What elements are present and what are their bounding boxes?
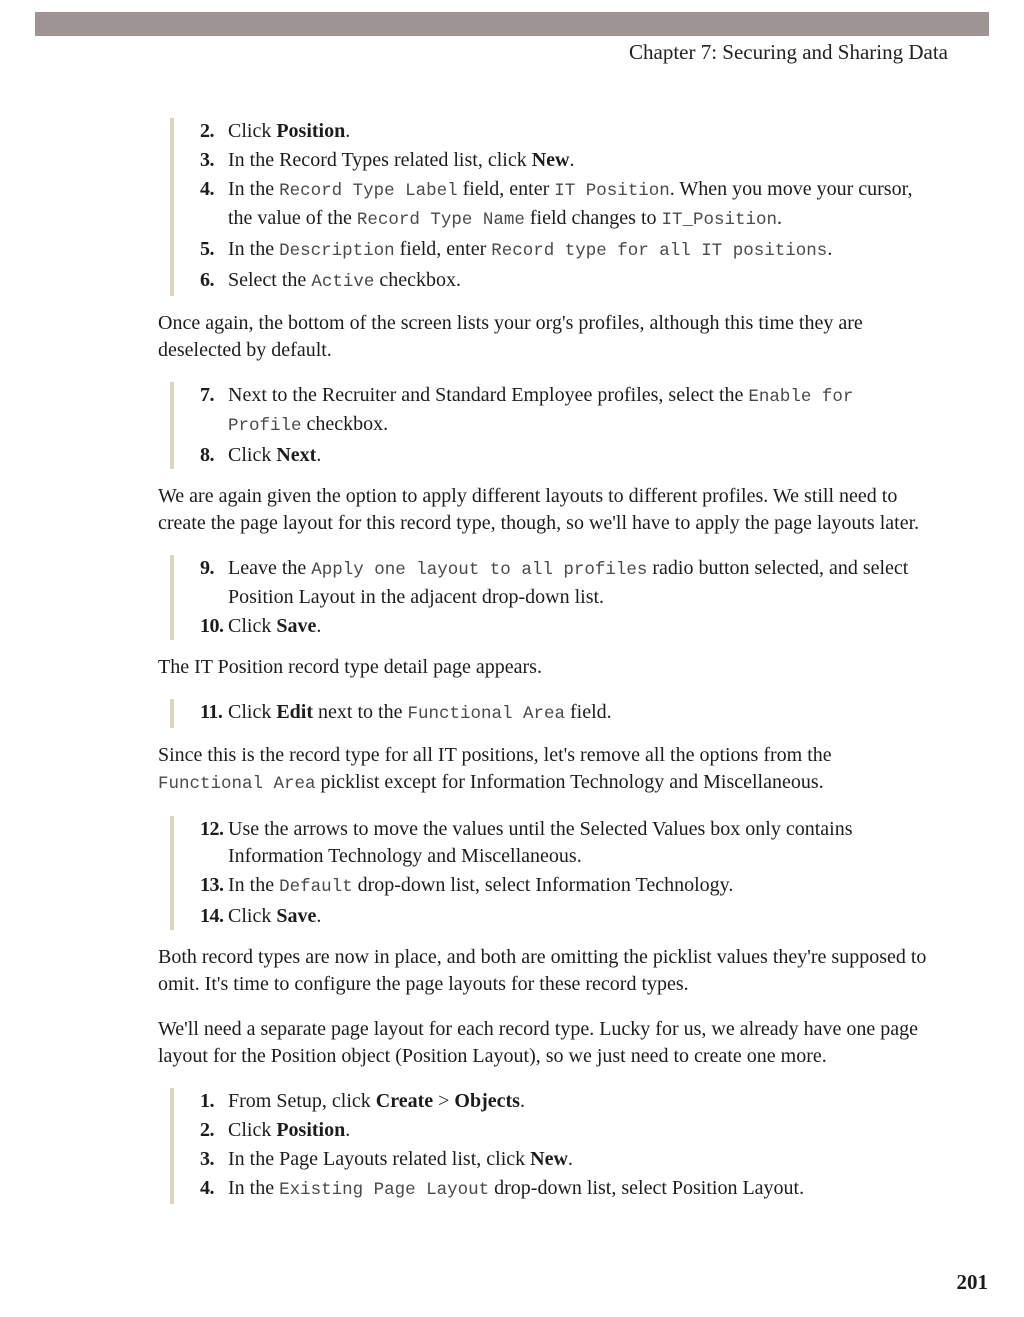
code-text: IT_Position	[661, 210, 778, 230]
text-run: checkbox.	[301, 413, 389, 435]
text-run: Leave the	[228, 557, 312, 579]
code-text: Functional Area	[407, 704, 565, 724]
step-number: 3.	[200, 149, 214, 171]
step-item	[200, 1175, 928, 1204]
text-run: We are again given the option to apply different layouts to different profiles. We still need to create the page layout for this record type, though, so we'll have to apply the page layouts later.	[158, 485, 920, 534]
text-run: .	[316, 615, 322, 637]
step-list	[170, 699, 928, 728]
bold-text: Objects	[454, 1090, 520, 1112]
bold-text: Position	[276, 1119, 346, 1141]
step-item	[200, 613, 928, 640]
step-number: 4.	[200, 178, 214, 200]
code-text: Existing Page Layout	[279, 1180, 490, 1200]
step-list	[170, 382, 928, 469]
text-run: Click	[228, 905, 277, 927]
step-item	[200, 236, 928, 265]
step-item	[200, 555, 928, 611]
text-run: Click	[228, 615, 277, 637]
step-number: 11.	[200, 701, 223, 723]
text-run: In the Record Types related list, click	[228, 149, 532, 171]
text-run: Click	[228, 444, 277, 466]
step-item	[200, 176, 928, 234]
text-run: field, enter	[457, 178, 555, 200]
text-run: drop-down list, select Information Technology.	[352, 874, 734, 896]
text-run: .	[316, 444, 322, 466]
code-text: Record Type Name	[356, 210, 525, 230]
text-run: Click	[228, 120, 277, 142]
code-text: Apply one layout to all profiles	[311, 560, 648, 580]
step-number: 2.	[200, 1119, 214, 1141]
text-run: field, enter	[394, 238, 492, 260]
code-text: Description	[279, 241, 395, 261]
text-run: .	[345, 120, 351, 142]
step-number: 1.	[200, 1090, 214, 1112]
text-run: .	[777, 207, 783, 229]
bold-text: Save	[276, 615, 317, 637]
text-run: field changes to	[524, 207, 662, 229]
bold-text: Save	[276, 905, 317, 927]
step-item	[200, 118, 928, 145]
bold-text: Edit	[276, 701, 314, 723]
step-number: 13.	[200, 874, 224, 896]
text-run: We'll need a separate page layout for each record type. Lucky for us, we already have one page layout for the Position object (Position Layout), so we just need to create one more.	[158, 1018, 918, 1067]
text-run: In the	[228, 1177, 280, 1199]
step-number: 5.	[200, 238, 214, 260]
text-run: radio button selected, and select Position Layout in the adjacent drop-down list.	[228, 557, 909, 608]
text-run: . When you move your cursor, the value of the	[228, 178, 913, 229]
text-run: In the Page Layouts related list, click	[228, 1148, 531, 1170]
step-item	[200, 147, 928, 174]
step-item	[200, 699, 928, 728]
code-text: Enable for Profile	[228, 387, 854, 436]
step-list	[170, 555, 928, 640]
text-run: .	[316, 905, 322, 927]
step-number: 4.	[200, 1177, 214, 1199]
page-number: 201	[956, 1270, 988, 1294]
step-item	[200, 267, 928, 296]
bold-text: Create	[375, 1090, 434, 1112]
step-item	[200, 903, 928, 930]
code-text: Functional Area	[158, 774, 316, 794]
step-item	[200, 1088, 928, 1115]
bold-text: Next	[276, 444, 317, 466]
step-number: 12.	[200, 818, 224, 840]
text-run: .	[569, 149, 575, 171]
bold-text: New	[531, 149, 570, 171]
text-run: Since this is the record type for all IT positions, let's remove all the options from the	[158, 744, 832, 766]
text-run: In the	[228, 238, 280, 260]
step-number: 10.	[200, 615, 224, 637]
text-run: field.	[565, 701, 612, 723]
step-item	[200, 1117, 928, 1144]
text-run: Both record types are now in place, and both are omitting the picklist values they're supposed to omit. It's time to configure the page layouts for these record types.	[158, 946, 927, 995]
step-item	[200, 442, 928, 469]
text-run: .	[519, 1090, 525, 1112]
step-number: 6.	[200, 269, 214, 291]
text-run: picklist except for Information Technology and Miscellaneous.	[315, 771, 824, 793]
paragraph	[158, 1016, 928, 1070]
text-run: >	[433, 1090, 455, 1112]
text-run: In the	[228, 874, 280, 896]
text-run: next to the	[313, 701, 408, 723]
paragraph	[158, 483, 928, 537]
code-text: Record type for all IT positions	[491, 241, 828, 261]
step-list	[170, 1088, 928, 1204]
text-run: In the	[228, 178, 280, 200]
step-list	[170, 816, 928, 930]
text-run: Select the	[228, 269, 312, 291]
code-text: Record Type Label	[279, 181, 458, 201]
paragraph	[158, 654, 928, 681]
paragraph	[158, 742, 928, 798]
step-list	[170, 118, 928, 296]
text-run: .	[345, 1119, 351, 1141]
text-run: From Setup, click	[228, 1090, 376, 1112]
chapter-title: Chapter 7: Securing and Sharing Data	[629, 40, 948, 64]
code-text: Default	[279, 877, 353, 897]
step-item	[200, 816, 928, 870]
text-run: Once again, the bottom of the screen lists your org's profiles, although this time they are deselected by default.	[158, 312, 863, 361]
text-run: Click	[228, 701, 277, 723]
code-text: Active	[311, 272, 375, 292]
paragraph	[158, 944, 928, 998]
step-number: 9.	[200, 557, 214, 579]
step-number: 3.	[200, 1148, 214, 1170]
text-run: Click	[228, 1119, 277, 1141]
text-run: Next to the Recruiter and Standard Employee profiles, select the	[228, 384, 749, 406]
step-item	[200, 382, 928, 440]
step-number: 2.	[200, 120, 214, 142]
text-run: .	[827, 238, 833, 260]
step-number: 8.	[200, 444, 214, 466]
text-run: .	[567, 1148, 573, 1170]
paragraph	[158, 310, 928, 364]
code-text: IT Position	[554, 181, 670, 201]
text-run: The IT Position record type detail page appears.	[158, 656, 542, 678]
step-number: 14.	[200, 905, 224, 927]
header-bar	[35, 12, 989, 36]
text-run: drop-down list, select Position Layout.	[489, 1177, 805, 1199]
bold-text: Position	[276, 120, 346, 142]
text-run: Use the arrows to move the values until the Selected Values box only contains Information Technology and Miscellaneous.	[228, 818, 853, 867]
step-item	[200, 1146, 928, 1173]
step-number: 7.	[200, 384, 214, 406]
bold-text: New	[530, 1148, 568, 1170]
step-item	[200, 872, 928, 901]
page-body	[158, 118, 928, 1206]
text-run: checkbox.	[374, 269, 461, 291]
